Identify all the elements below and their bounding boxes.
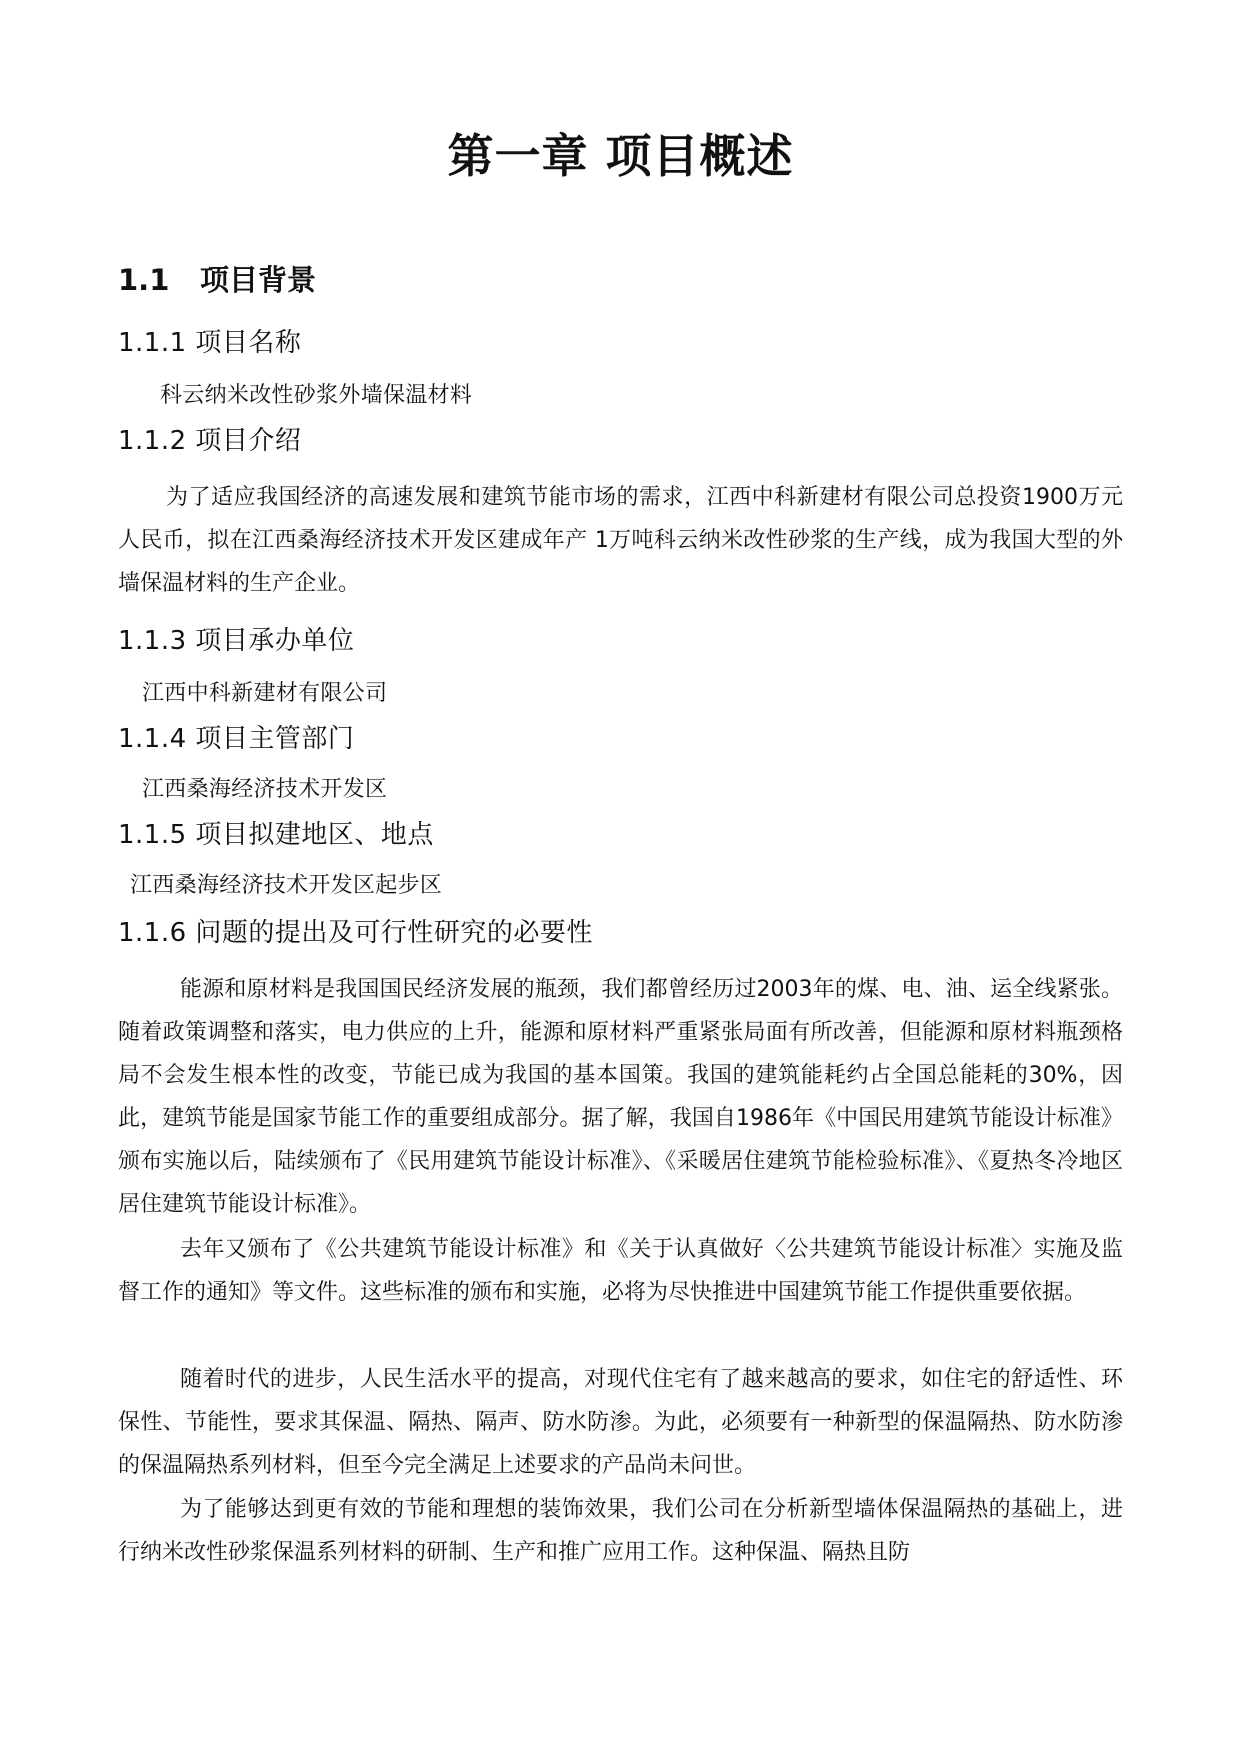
- project-location: 江西桑海经济技术开发区起步区: [130, 873, 443, 898]
- necessity-paragraph-4: 为了能够达到更有效的节能和理想的装饰效果，我们公司在分析新型墙体保温隔热的基础上，进行纳米改性砂浆保温系列材料的研制、生产和推广应用工作。这种保温、隔热且防: [118, 1497, 1123, 1565]
- necessity-paragraph-3: 随着时代的进步，人民生活水平的提高，对现代住宅有了越来越高的要求，如住宅的舒适性、环保性、节能性，要求其保温、隔热、隔声、防水防渗。为此，必须要有一种新型的保温隔热、防水防渗的保温隔热系列材料，但至今完全满足上述要求的产品尚未问世。: [118, 1367, 1123, 1478]
- section-title: 项目背景: [200, 263, 317, 297]
- necessity-paragraph-2: 去年又颁布了《公共建筑节能设计标准》和《关于认真做好〈公共建筑节能设计标准〉实施及监督工作的通知》等文件。这些标准的颁布和实施，必将为尽快推进中国建筑节能工作提供重要依据。: [118, 1237, 1123, 1305]
- subsection-heading-3: 1.1.3 项目承办单位: [118, 626, 355, 656]
- subsection-heading-4: 1.1.4 项目主管部门: [118, 724, 355, 754]
- subsection-heading-6: 1.1.6 问题的提出及可行性研究的必要性: [118, 918, 593, 948]
- project-intro-paragraph: 为了适应我国经济的高速发展和建筑节能市场的需求，江西中科新建材有限公司总投资1900万元人民币，拟在江西桑海经济技术开发区建成年产 1万吨科云纳米改性砂浆的生产线，成为我国大型的外墙保温材料的生产企业。: [118, 485, 1123, 596]
- project-name: 科云纳米改性砂浆外墙保温材料: [160, 383, 473, 408]
- chapter-title: 第一章 项目概述: [447, 129, 794, 183]
- subsection-heading-5: 1.1.5 项目拟建地区、地点: [118, 820, 434, 850]
- section-number: 1.1: [118, 263, 170, 297]
- necessity-paragraph-1: 能源和原材料是我国国民经济发展的瓶颈，我们都曾经历过2003年的煤、电、油、运全线紧张。随着政策调整和落实，电力供应的上升，能源和原材料严重紧张局面有所改善，但能源和原材料瓶颈格局不会发生根本性的改变，节能已成为我国的基本国策。我国的建筑能耗约占全国总能耗的30%，因此，建筑节能是国家节能工作的重要组成部分。据了解，我国自1986年《中国民用建筑节能设计标准》颁布实施以后，陆续颁布了《民用建筑节能设计标准》、《采暖居住建筑节能检验标准》、《夏热冬冷地区居住建筑节能设计标准》。: [118, 977, 1123, 1217]
- section-heading: [118, 258, 316, 299]
- subsection-heading-2: 1.1.2 项目介绍: [118, 426, 302, 456]
- supervising-department: 江西桑海经济技术开发区: [142, 777, 388, 802]
- subsection-heading-1: 1.1.1 项目名称: [118, 328, 302, 358]
- undertaking-unit: 江西中科新建材有限公司: [142, 681, 388, 706]
